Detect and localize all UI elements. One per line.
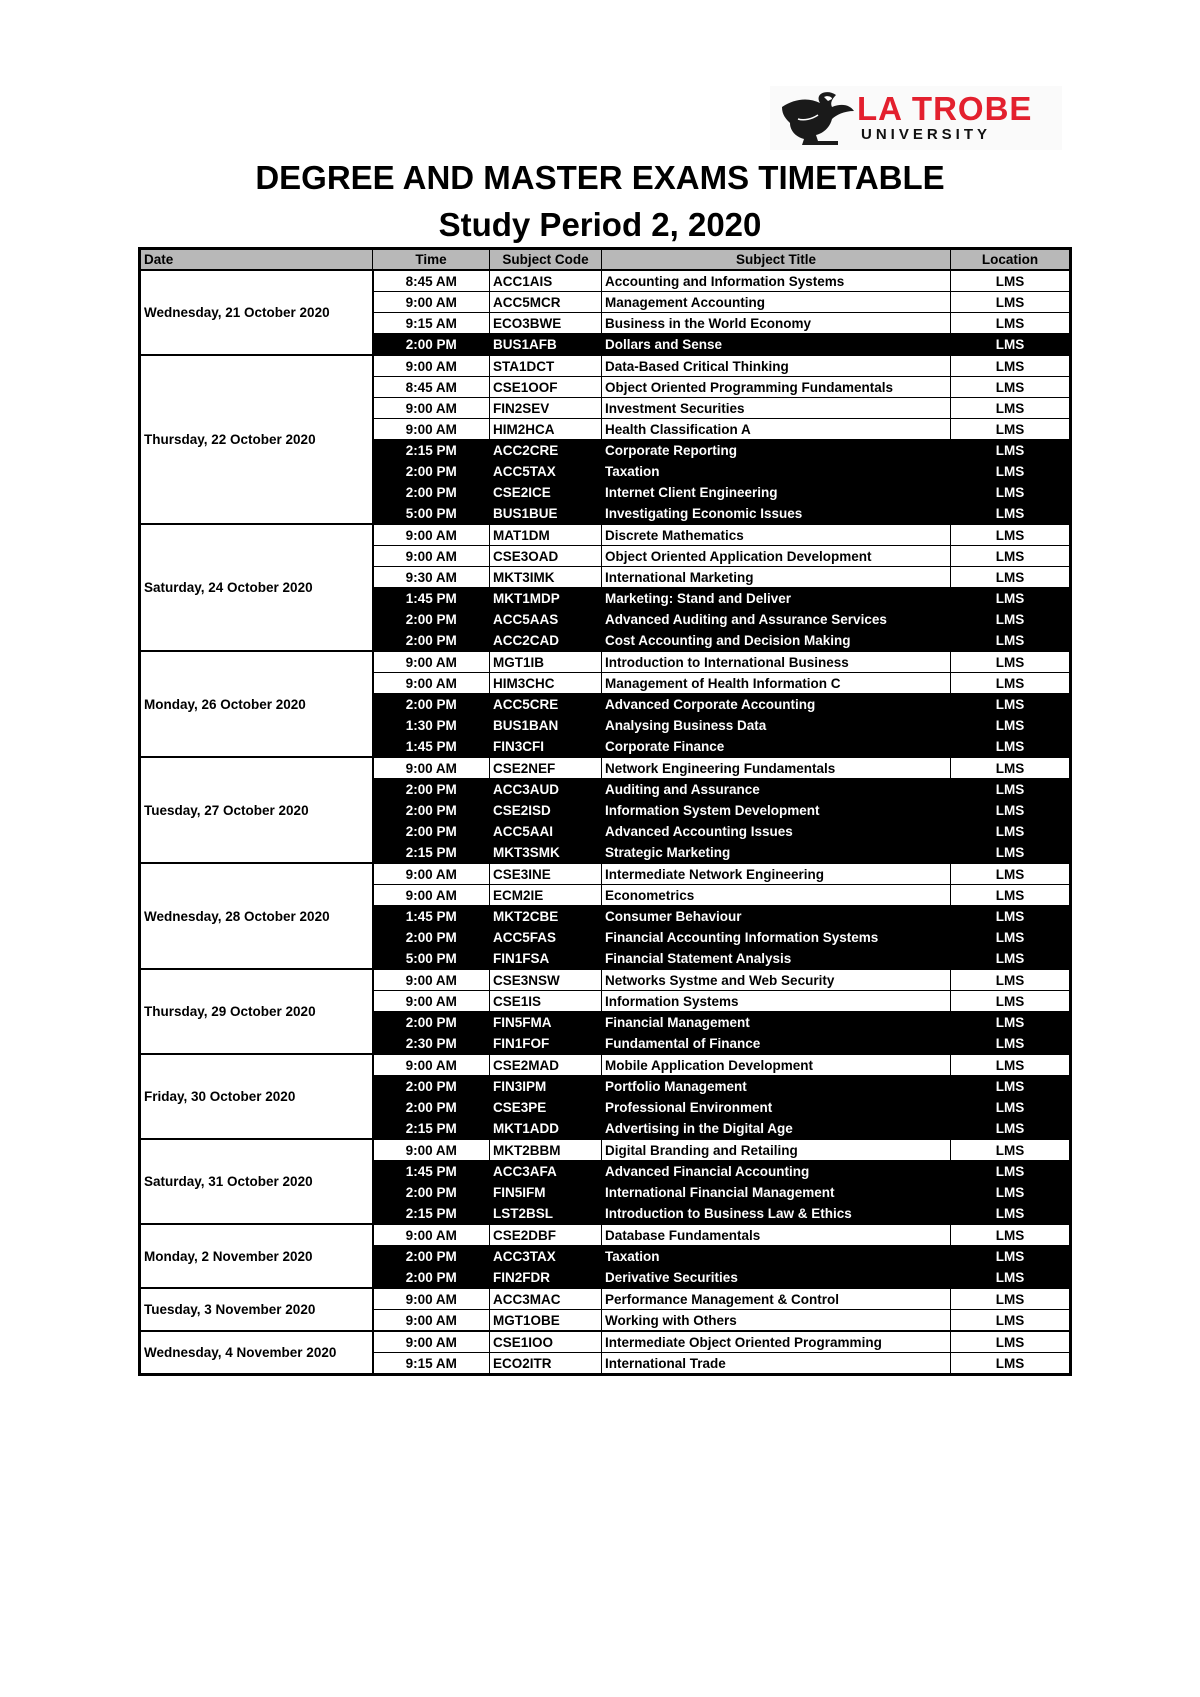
- subject-code: CSE1OOF: [490, 377, 602, 398]
- exam-time: 9:00 AM: [373, 991, 490, 1012]
- column-header-location: Location: [951, 249, 1071, 271]
- subject-title: International Financial Management: [602, 1182, 951, 1203]
- exam-time: 2:00 PM: [373, 334, 490, 356]
- exam-time: 1:45 PM: [373, 736, 490, 758]
- subject-title: Investment Securities: [602, 398, 951, 419]
- table-row: [140, 524, 1071, 546]
- subject-title: Working with Others: [602, 1310, 951, 1332]
- exam-time: 5:00 PM: [373, 503, 490, 525]
- exam-location: LMS: [951, 1118, 1071, 1140]
- subject-code: ACC5CRE: [490, 694, 602, 715]
- subject-title: Fundamental of Finance: [602, 1033, 951, 1055]
- exam-time: 9:00 AM: [373, 419, 490, 440]
- subject-code: MGT1OBE: [490, 1310, 602, 1332]
- subject-title: Discrete Mathematics: [602, 524, 951, 546]
- page-subtitle: Study Period 2, 2020: [438, 206, 762, 243]
- exam-time: 9:00 AM: [373, 292, 490, 313]
- subject-code: ECO2ITR: [490, 1353, 602, 1375]
- subject-code: ACC3TAX: [490, 1246, 602, 1267]
- subject-title: Portfolio Management: [602, 1076, 951, 1097]
- subject-code: FIN1FSA: [490, 948, 602, 970]
- subject-code: MKT1MDP: [490, 588, 602, 609]
- exam-date: Wednesday, 28 October 2020: [140, 863, 373, 969]
- subject-code: CSE2NEF: [490, 757, 602, 779]
- subject-code: MKT2CBE: [490, 906, 602, 927]
- exam-location: LMS: [951, 588, 1071, 609]
- exam-location: LMS: [951, 906, 1071, 927]
- subject-code: BUS1AFB: [490, 334, 602, 356]
- exam-location: LMS: [951, 1224, 1071, 1246]
- exam-location: LMS: [951, 440, 1071, 461]
- header-row: [140, 249, 1071, 271]
- subject-code: ACC2CAD: [490, 630, 602, 652]
- exam-location: LMS: [951, 969, 1071, 991]
- exam-time: 9:00 AM: [373, 524, 490, 546]
- exam-date: Tuesday, 27 October 2020: [140, 757, 373, 863]
- subject-code: FIN3IPM: [490, 1076, 602, 1097]
- subject-title: Advanced Financial Accounting: [602, 1161, 951, 1182]
- exam-location: LMS: [951, 377, 1071, 398]
- subject-code: ACC5MCR: [490, 292, 602, 313]
- exam-location: LMS: [951, 779, 1071, 800]
- subject-title: Advanced Corporate Accounting: [602, 694, 951, 715]
- exam-time: 2:00 PM: [373, 1246, 490, 1267]
- subject-title: Taxation: [602, 1246, 951, 1267]
- subject-title: Dollars and Sense: [602, 334, 951, 356]
- exam-location: LMS: [951, 1097, 1071, 1118]
- exam-location: LMS: [951, 715, 1071, 736]
- eagle-emblem-icon: [778, 89, 856, 147]
- column-header-date: Date: [140, 249, 373, 271]
- subject-title: Financial Accounting Information Systems: [602, 927, 951, 948]
- exam-time: 1:30 PM: [373, 715, 490, 736]
- exam-time: 9:00 AM: [373, 885, 490, 906]
- subject-title: Introduction to International Business: [602, 651, 951, 673]
- subject-code: STA1DCT: [490, 355, 602, 377]
- subject-title: Derivative Securities: [602, 1267, 951, 1289]
- subject-code: CSE1IOO: [490, 1331, 602, 1353]
- exam-time: 2:00 PM: [373, 609, 490, 630]
- column-header-subject-code: Subject Code: [490, 249, 602, 271]
- subject-title: Business in the World Economy: [602, 313, 951, 334]
- exam-time: 2:00 PM: [373, 461, 490, 482]
- subject-code: ACC5TAX: [490, 461, 602, 482]
- exam-location: LMS: [951, 757, 1071, 779]
- column-header-time: Time: [373, 249, 490, 271]
- subject-title: Performance Management & Control: [602, 1288, 951, 1310]
- exam-date: Wednesday, 21 October 2020: [140, 270, 373, 355]
- exam-time: 9:00 AM: [373, 863, 490, 885]
- exam-location: LMS: [951, 885, 1071, 906]
- subject-code: FIN2FDR: [490, 1267, 602, 1289]
- exam-location: LMS: [951, 482, 1071, 503]
- exam-location: LMS: [951, 1353, 1071, 1375]
- page-title: DEGREE AND MASTER EXAMS TIMETABLE: [255, 159, 945, 196]
- subject-code: ECM2IE: [490, 885, 602, 906]
- subject-code: CSE3INE: [490, 863, 602, 885]
- subject-code: CSE3NSW: [490, 969, 602, 991]
- university-logo: [770, 86, 1062, 150]
- exam-location: LMS: [951, 1288, 1071, 1310]
- exam-location: LMS: [951, 1182, 1071, 1203]
- subject-code: CSE2MAD: [490, 1054, 602, 1076]
- exam-location: LMS: [951, 651, 1071, 673]
- exam-location: LMS: [951, 1310, 1071, 1332]
- exam-time: 9:30 AM: [373, 567, 490, 588]
- exam-location: LMS: [951, 546, 1071, 567]
- subject-title: Strategic Marketing: [602, 842, 951, 864]
- exam-time: 2:15 PM: [373, 1203, 490, 1225]
- subject-title: Investigating Economic Issues: [602, 503, 951, 525]
- exam-date: Monday, 26 October 2020: [140, 651, 373, 757]
- subject-code: ACC3AUD: [490, 779, 602, 800]
- exam-location: LMS: [951, 398, 1071, 419]
- subject-code: CSE1IS: [490, 991, 602, 1012]
- exam-time: 2:00 PM: [373, 1097, 490, 1118]
- exam-time: 9:00 AM: [373, 1224, 490, 1246]
- column-header-subject-title: Subject Title: [602, 249, 951, 271]
- exam-time: 2:00 PM: [373, 1012, 490, 1033]
- subject-title: Consumer Behaviour: [602, 906, 951, 927]
- subject-title: Corporate Finance: [602, 736, 951, 758]
- table-row: [140, 651, 1071, 673]
- subject-title: International Trade: [602, 1353, 951, 1375]
- exam-time: 9:15 AM: [373, 313, 490, 334]
- exam-time: 2:15 PM: [373, 1118, 490, 1140]
- exam-time: 9:00 AM: [373, 969, 490, 991]
- table-row: [140, 1288, 1071, 1310]
- subject-title: Econometrics: [602, 885, 951, 906]
- subject-title: Object Oriented Programming Fundamentals: [602, 377, 951, 398]
- subject-title: Management Accounting: [602, 292, 951, 313]
- exam-location: LMS: [951, 567, 1071, 588]
- exam-location: LMS: [951, 1246, 1071, 1267]
- table-row: [140, 270, 1071, 292]
- table-row: [140, 1054, 1071, 1076]
- subject-code: BUS1BAN: [490, 715, 602, 736]
- exam-date: Thursday, 22 October 2020: [140, 355, 373, 524]
- subject-code: CSE2DBF: [490, 1224, 602, 1246]
- exam-time: 2:00 PM: [373, 800, 490, 821]
- exam-time: 2:00 PM: [373, 821, 490, 842]
- exam-location: LMS: [951, 694, 1071, 715]
- exam-location: LMS: [951, 313, 1071, 334]
- exam-time: 9:00 AM: [373, 1139, 490, 1161]
- exam-location: LMS: [951, 524, 1071, 546]
- subject-code: FIN1FOF: [490, 1033, 602, 1055]
- logo-subtitle: UNIVERSITY: [861, 126, 992, 143]
- subject-code: BUS1BUE: [490, 503, 602, 525]
- subject-title: Corporate Reporting: [602, 440, 951, 461]
- timetable-body: [140, 270, 1071, 1375]
- subject-code: CSE3PE: [490, 1097, 602, 1118]
- exam-location: LMS: [951, 1203, 1071, 1225]
- exam-location: LMS: [951, 1054, 1071, 1076]
- logo-wordmark: LA TROBE: [857, 90, 1033, 127]
- subject-title: Financial Management: [602, 1012, 951, 1033]
- subject-code: ACC5AAI: [490, 821, 602, 842]
- exam-location: LMS: [951, 673, 1071, 694]
- table-row: [140, 863, 1071, 885]
- subject-title: Information System Development: [602, 800, 951, 821]
- subject-title: Data-Based Critical Thinking: [602, 355, 951, 377]
- subject-code: FIN5IFM: [490, 1182, 602, 1203]
- exam-time: 8:45 AM: [373, 377, 490, 398]
- exam-location: LMS: [951, 863, 1071, 885]
- subject-code: FIN3CFI: [490, 736, 602, 758]
- subject-title: Taxation: [602, 461, 951, 482]
- subject-title: Networks Systme and Web Security: [602, 969, 951, 991]
- subject-title: Mobile Application Development: [602, 1054, 951, 1076]
- exam-time: 1:45 PM: [373, 588, 490, 609]
- subject-title: Health Classification A: [602, 419, 951, 440]
- exam-time: 9:00 AM: [373, 1054, 490, 1076]
- subject-title: Financial Statement Analysis: [602, 948, 951, 970]
- exam-time: 9:00 AM: [373, 398, 490, 419]
- table-row: [140, 1331, 1071, 1353]
- exam-time: 1:45 PM: [373, 906, 490, 927]
- subject-code: CSE2ICE: [490, 482, 602, 503]
- exam-location: LMS: [951, 821, 1071, 842]
- exam-date: Wednesday, 4 November 2020: [140, 1331, 373, 1375]
- subject-title: Intermediate Network Engineering: [602, 863, 951, 885]
- exam-timetable: [138, 247, 1072, 1376]
- exam-location: LMS: [951, 1161, 1071, 1182]
- exam-location: LMS: [951, 419, 1071, 440]
- exam-date: Tuesday, 3 November 2020: [140, 1288, 373, 1331]
- exam-time: 2:00 PM: [373, 927, 490, 948]
- exam-time: 9:00 AM: [373, 546, 490, 567]
- subject-title: Intermediate Object Oriented Programming: [602, 1331, 951, 1353]
- exam-time: 2:00 PM: [373, 1267, 490, 1289]
- subject-code: MKT1ADD: [490, 1118, 602, 1140]
- exam-date: Friday, 30 October 2020: [140, 1054, 373, 1139]
- exam-location: LMS: [951, 355, 1071, 377]
- subject-title: Database Fundamentals: [602, 1224, 951, 1246]
- subject-code: LST2BSL: [490, 1203, 602, 1225]
- exam-time: 9:00 AM: [373, 1331, 490, 1353]
- exam-date: Monday, 2 November 2020: [140, 1224, 373, 1288]
- exam-time: 9:00 AM: [373, 1288, 490, 1310]
- subject-title: Cost Accounting and Decision Making: [602, 630, 951, 652]
- subject-code: MKT2BBM: [490, 1139, 602, 1161]
- exam-time: 9:00 AM: [373, 651, 490, 673]
- table-row: [140, 757, 1071, 779]
- subject-title: International Marketing: [602, 567, 951, 588]
- exam-location: LMS: [951, 1012, 1071, 1033]
- subject-code: ACC5AAS: [490, 609, 602, 630]
- subject-title: Network Engineering Fundamentals: [602, 757, 951, 779]
- subject-code: ACC1AIS: [490, 270, 602, 292]
- exam-time: 2:00 PM: [373, 482, 490, 503]
- exam-time: 2:15 PM: [373, 440, 490, 461]
- subject-title: Internet Client Engineering: [602, 482, 951, 503]
- exam-date: Thursday, 29 October 2020: [140, 969, 373, 1054]
- subject-title: Advertising in the Digital Age: [602, 1118, 951, 1140]
- subject-code: MAT1DM: [490, 524, 602, 546]
- exam-date: Saturday, 31 October 2020: [140, 1139, 373, 1224]
- exam-date: Saturday, 24 October 2020: [140, 524, 373, 651]
- subject-title: Accounting and Information Systems: [602, 270, 951, 292]
- exam-location: LMS: [951, 736, 1071, 758]
- subject-code: FIN2SEV: [490, 398, 602, 419]
- subject-code: HIM3CHC: [490, 673, 602, 694]
- exam-time: 5:00 PM: [373, 948, 490, 970]
- exam-time: 2:00 PM: [373, 694, 490, 715]
- exam-location: LMS: [951, 334, 1071, 356]
- exam-location: LMS: [951, 292, 1071, 313]
- exam-time: 1:45 PM: [373, 1161, 490, 1182]
- exam-location: LMS: [951, 1331, 1071, 1353]
- exam-time: 2:15 PM: [373, 842, 490, 864]
- subject-title: Advanced Auditing and Assurance Services: [602, 609, 951, 630]
- exam-location: LMS: [951, 270, 1071, 292]
- subject-code: ACC3AFA: [490, 1161, 602, 1182]
- table-row: [140, 969, 1071, 991]
- subject-title: Digital Branding and Retailing: [602, 1139, 951, 1161]
- subject-title: Analysing Business Data: [602, 715, 951, 736]
- subject-title: Information Systems: [602, 991, 951, 1012]
- subject-code: FIN5FMA: [490, 1012, 602, 1033]
- table-row: [140, 355, 1071, 377]
- exam-time: 2:00 PM: [373, 1182, 490, 1203]
- subject-title: Advanced Accounting Issues: [602, 821, 951, 842]
- subject-title: Professional Environment: [602, 1097, 951, 1118]
- exam-location: LMS: [951, 630, 1071, 652]
- subject-title: Management of Health Information C: [602, 673, 951, 694]
- subject-code: CSE2ISD: [490, 800, 602, 821]
- table-row: [140, 1139, 1071, 1161]
- exam-time: 2:30 PM: [373, 1033, 490, 1055]
- subject-code: ACC2CRE: [490, 440, 602, 461]
- subject-title: Object Oriented Application Development: [602, 546, 951, 567]
- subject-code: HIM2HCA: [490, 419, 602, 440]
- subject-code: MKT3IMK: [490, 567, 602, 588]
- exam-location: LMS: [951, 1033, 1071, 1055]
- subject-title: Introduction to Business Law & Ethics: [602, 1203, 951, 1225]
- exam-location: LMS: [951, 1267, 1071, 1289]
- exam-time: 9:00 AM: [373, 1310, 490, 1332]
- subject-code: MKT3SMK: [490, 842, 602, 864]
- subject-title: Marketing: Stand and Deliver: [602, 588, 951, 609]
- exam-time: 9:00 AM: [373, 355, 490, 377]
- exam-location: LMS: [951, 609, 1071, 630]
- exam-time: 2:00 PM: [373, 1076, 490, 1097]
- exam-location: LMS: [951, 991, 1071, 1012]
- exam-location: LMS: [951, 503, 1071, 525]
- exam-time: 9:00 AM: [373, 673, 490, 694]
- subject-code: ECO3BWE: [490, 313, 602, 334]
- subject-code: MGT1IB: [490, 651, 602, 673]
- exam-time: 2:00 PM: [373, 630, 490, 652]
- subject-title: Auditing and Assurance: [602, 779, 951, 800]
- exam-location: LMS: [951, 927, 1071, 948]
- exam-location: LMS: [951, 948, 1071, 970]
- exam-location: LMS: [951, 842, 1071, 864]
- exam-time: 9:00 AM: [373, 757, 490, 779]
- table-row: [140, 1224, 1071, 1246]
- subject-code: ACC3MAC: [490, 1288, 602, 1310]
- exam-location: LMS: [951, 1076, 1071, 1097]
- subject-code: ACC5FAS: [490, 927, 602, 948]
- exam-time: 8:45 AM: [373, 270, 490, 292]
- exam-time: 2:00 PM: [373, 779, 490, 800]
- exam-location: LMS: [951, 461, 1071, 482]
- subject-code: CSE3OAD: [490, 546, 602, 567]
- exam-location: LMS: [951, 1139, 1071, 1161]
- exam-time: 9:15 AM: [373, 1353, 490, 1375]
- exam-location: LMS: [951, 800, 1071, 821]
